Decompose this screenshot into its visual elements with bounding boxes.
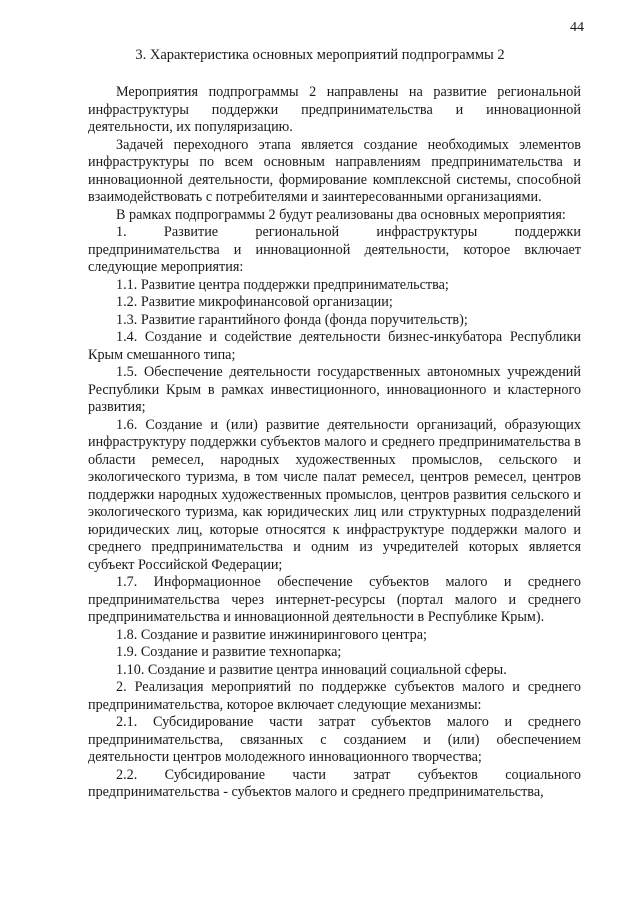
list-item: 1.10. Создание и развитие центра инноваций социальной сферы. [116, 661, 507, 678]
list-item: 1.2. Развитие микрофинансовой организации; [116, 294, 393, 310]
list-item: 1.6. Создание и (или) развитие деятельности организаций, образующих инфраструктуру поддержки субъектов малого и среднего предпринимательства в области ремесел, народных художественных промыслов, сельского и экологического туризма, в том числе палат ремесел, центров ремесел, центров поддержки народных художественных промыслов, центров развития сельского и экологического туризма, как юридических лиц или структурных подразделений юридических лиц, которые относятся к инфраструктуре поддержки малого и среднего предпринимательства и одним из учредителей которых является субъект Российской Федерации; [88, 416, 581, 573]
paragraph: В рамках подпрограммы 2 будут реализованы два основных мероприятия: [116, 206, 566, 223]
list-item: 1. Развитие региональной инфраструктуры поддержки предпринимательства и инновационной деятельности, которое включает следующие мероприятия: [88, 224, 581, 275]
document-body [88, 84, 581, 802]
section-title: 3. Характеристика основных мероприятий подпрограммы 2 [135, 47, 505, 63]
paragraph: Мероприятия подпрограммы 2 направлены на развитие региональной инфраструктуры поддержки предпринимательства и инновационной деятельности, их популяризацию. [88, 84, 581, 135]
page-number: 44 [570, 20, 584, 35]
list-item: 1.7. Информационное обеспечение субъектов малого и среднего предпринимательства через интернет-ресурсы (портал малого и среднего предпринимательства и инновационной деятельности в Республике Крым). [88, 574, 581, 625]
list-item: 1.3. Развитие гарантийного фонда (фонда поручительств); [116, 311, 468, 328]
list-item: 1.1. Развитие центра поддержки предпринимательства; [116, 276, 449, 293]
list-item: 2.1. Субсидирование части затрат субъектов малого и среднего предпринимательства, связанных с созданием и (или) обеспечением деятельности центров молодежного инновационного творчества; [88, 714, 581, 765]
list-item: 1.8. Создание и развитие инжинирингового центра; [116, 626, 427, 643]
list-item: 1.5. Обеспечение деятельности государственных автономных учреждений Республики Крым в рамках инвестиционного, инновационного и кластерного развития; [88, 364, 581, 415]
list-item: 1.9. Создание и развитие технопарка; [116, 644, 342, 660]
list-item: 2. Реализация мероприятий по поддержке субъектов малого и среднего предпринимательства, которое включает следующие механизмы: [88, 679, 581, 713]
paragraph: Задачей переходного этапа является создание необходимых элементов инфраструктуры по всем основным направлениям предпринимательства и инновационной деятельности, формирование комплексной системы, способной взаимодействовать с потребителями и заинтересованными организациями. [88, 136, 581, 205]
list-item: 2.2. Субсидирование части затрат субъектов социального предпринимательства - субъектов малого и среднего предпринимательства, [88, 766, 581, 800]
list-item: 1.4. Создание и содействие деятельности бизнес-инкубатора Республики Крым смешанного типа; [88, 329, 581, 363]
